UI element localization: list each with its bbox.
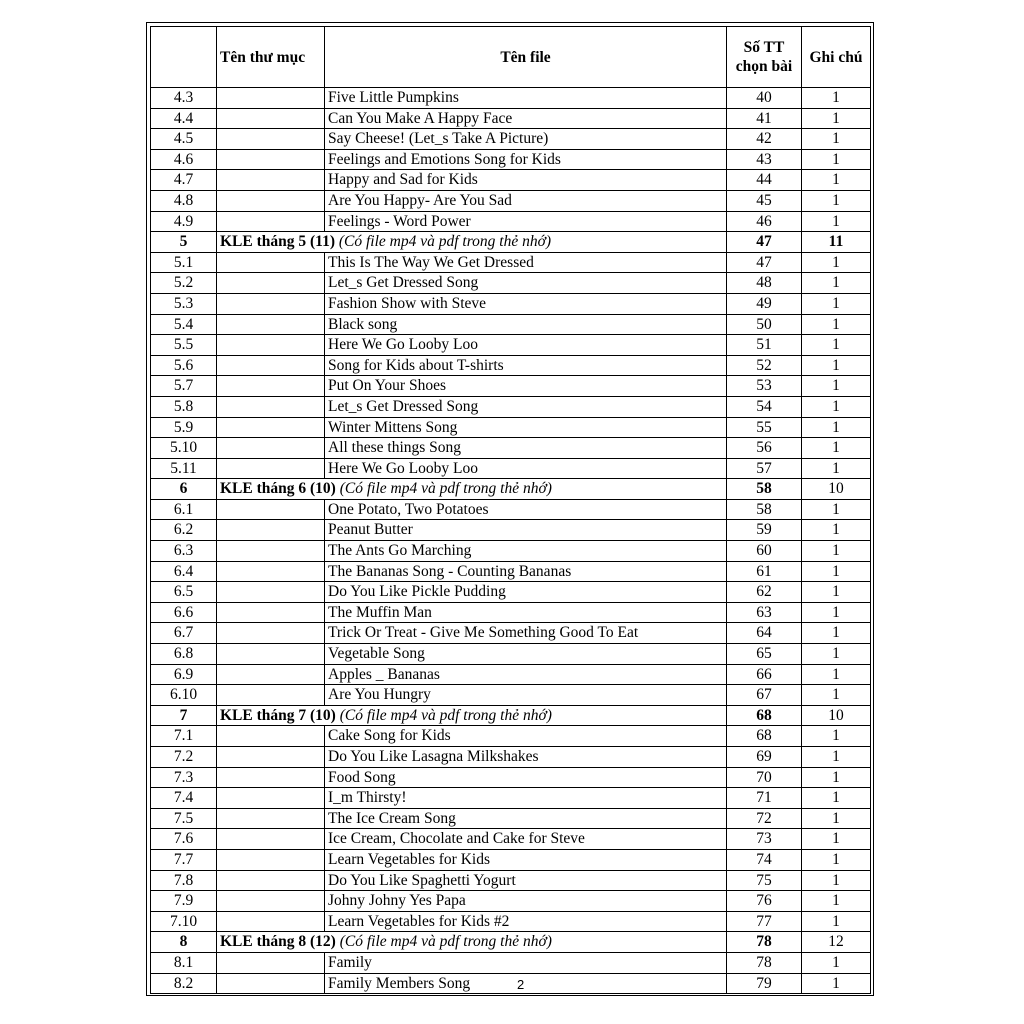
note-value: 1 bbox=[802, 273, 871, 294]
note-value: 1 bbox=[802, 396, 871, 417]
table-row bbox=[151, 273, 871, 294]
table-row bbox=[151, 952, 871, 973]
group-row bbox=[151, 479, 871, 500]
note-value: 1 bbox=[802, 767, 871, 788]
file-name: The Muffin Man bbox=[325, 602, 727, 623]
note-value: 1 bbox=[802, 911, 871, 932]
note-value: 1 bbox=[802, 623, 871, 644]
group-title-text: KLE tháng 5 (11) bbox=[220, 233, 335, 251]
header-file-name: Tên file bbox=[325, 27, 727, 88]
row-number: 6.7 bbox=[151, 623, 217, 644]
group-title bbox=[217, 479, 727, 500]
note-value: 1 bbox=[802, 561, 871, 582]
folder-cell bbox=[217, 129, 325, 150]
header-order-line1: Số TT bbox=[743, 39, 785, 56]
file-name: Trick Or Treat - Give Me Something Good To Eat bbox=[325, 623, 727, 644]
row-number: 4.5 bbox=[151, 129, 217, 150]
folder-cell bbox=[217, 726, 325, 747]
file-name: Are You Happy- Are You Sad bbox=[325, 190, 727, 211]
table-row bbox=[151, 108, 871, 129]
folder-cell bbox=[217, 499, 325, 520]
file-name: Feelings - Word Power bbox=[325, 211, 727, 232]
note-value: 1 bbox=[802, 849, 871, 870]
group-description: (Có file mp4 và pdf trong thẻ nhớ) bbox=[338, 233, 552, 251]
table-row bbox=[151, 211, 871, 232]
row-number: 5.5 bbox=[151, 335, 217, 356]
group-order: 68 bbox=[727, 705, 802, 726]
order-number: 54 bbox=[727, 396, 802, 417]
file-name: I_m Thirsty! bbox=[325, 788, 727, 809]
note-value: 1 bbox=[802, 170, 871, 191]
row-number: 7.5 bbox=[151, 808, 217, 829]
group-count: 10 bbox=[802, 479, 871, 500]
file-name: Apples _ Bananas bbox=[325, 664, 727, 685]
folder-cell bbox=[217, 849, 325, 870]
group-count: 11 bbox=[802, 232, 871, 253]
order-number: 45 bbox=[727, 190, 802, 211]
row-number: 6.4 bbox=[151, 561, 217, 582]
note-value: 1 bbox=[802, 149, 871, 170]
order-number: 78 bbox=[727, 952, 802, 973]
note-value: 1 bbox=[802, 808, 871, 829]
row-number: 5.6 bbox=[151, 355, 217, 376]
folder-cell bbox=[217, 396, 325, 417]
table-header bbox=[151, 27, 871, 88]
header-note: Ghi chú bbox=[802, 27, 871, 88]
folder-cell bbox=[217, 190, 325, 211]
row-number: 8.2 bbox=[151, 973, 217, 994]
folder-cell bbox=[217, 252, 325, 273]
row-number: 7.4 bbox=[151, 788, 217, 809]
order-number: 42 bbox=[727, 129, 802, 150]
folder-cell bbox=[217, 88, 325, 109]
folder-cell bbox=[217, 541, 325, 562]
folder-cell bbox=[217, 973, 325, 994]
table-row bbox=[151, 293, 871, 314]
file-name: Johny Johny Yes Papa bbox=[325, 891, 727, 912]
order-number: 58 bbox=[727, 499, 802, 520]
table-row bbox=[151, 726, 871, 747]
table-body bbox=[151, 88, 871, 994]
folder-cell bbox=[217, 829, 325, 850]
table-row bbox=[151, 314, 871, 335]
group-order: 58 bbox=[727, 479, 802, 500]
group-title-text: KLE tháng 8 (12) bbox=[220, 933, 336, 951]
file-name: This Is The Way We Get Dressed bbox=[325, 252, 727, 273]
table-row bbox=[151, 891, 871, 912]
order-number: 50 bbox=[727, 314, 802, 335]
table-row bbox=[151, 808, 871, 829]
file-name: Family Members Song bbox=[325, 973, 727, 994]
file-name: All these things Song bbox=[325, 438, 727, 459]
order-number: 68 bbox=[727, 726, 802, 747]
file-name: Here We Go Looby Loo bbox=[325, 458, 727, 479]
table-row bbox=[151, 129, 871, 150]
file-name: Are You Hungry bbox=[325, 685, 727, 706]
table-row bbox=[151, 190, 871, 211]
group-description: (Có file mp4 và pdf trong thẻ nhớ) bbox=[339, 933, 552, 951]
row-number: 7.10 bbox=[151, 911, 217, 932]
order-number: 60 bbox=[727, 541, 802, 562]
row-number: 4.9 bbox=[151, 211, 217, 232]
table-row bbox=[151, 664, 871, 685]
order-number: 59 bbox=[727, 520, 802, 541]
order-number: 65 bbox=[727, 644, 802, 665]
file-name: Do You Like Pickle Pudding bbox=[325, 582, 727, 603]
table-row bbox=[151, 767, 871, 788]
group-title-text: KLE tháng 6 (10) bbox=[220, 480, 336, 498]
folder-cell bbox=[217, 273, 325, 294]
file-name: Fashion Show with Steve bbox=[325, 293, 727, 314]
order-number: 46 bbox=[727, 211, 802, 232]
note-value: 1 bbox=[802, 870, 871, 891]
order-number: 40 bbox=[727, 88, 802, 109]
order-number: 64 bbox=[727, 623, 802, 644]
note-value: 1 bbox=[802, 190, 871, 211]
note-value: 1 bbox=[802, 458, 871, 479]
file-name: Here We Go Looby Loo bbox=[325, 335, 727, 356]
note-value: 1 bbox=[802, 582, 871, 603]
file-name: Cake Song for Kids bbox=[325, 726, 727, 747]
table-row bbox=[151, 870, 871, 891]
file-name: Winter Mittens Song bbox=[325, 417, 727, 438]
group-title-text: KLE tháng 7 (10) bbox=[220, 706, 336, 724]
order-number: 66 bbox=[727, 664, 802, 685]
row-number: 4.4 bbox=[151, 108, 217, 129]
folder-cell bbox=[217, 767, 325, 788]
file-name: Black song bbox=[325, 314, 727, 335]
note-value: 1 bbox=[802, 747, 871, 768]
row-number: 5.4 bbox=[151, 314, 217, 335]
row-number: 6.8 bbox=[151, 644, 217, 665]
row-number: 6.10 bbox=[151, 685, 217, 706]
note-value: 1 bbox=[802, 335, 871, 356]
row-number: 5.2 bbox=[151, 273, 217, 294]
song-list-table bbox=[150, 26, 871, 994]
row-number: 6.2 bbox=[151, 520, 217, 541]
note-value: 1 bbox=[802, 499, 871, 520]
folder-cell bbox=[217, 108, 325, 129]
order-number: 75 bbox=[727, 870, 802, 891]
header-index bbox=[151, 27, 217, 88]
row-number: 4.3 bbox=[151, 88, 217, 109]
note-value: 1 bbox=[802, 211, 871, 232]
folder-cell bbox=[217, 788, 325, 809]
note-value: 1 bbox=[802, 726, 871, 747]
file-name: Can You Make A Happy Face bbox=[325, 108, 727, 129]
order-number: 52 bbox=[727, 355, 802, 376]
row-number: 4.8 bbox=[151, 190, 217, 211]
note-value: 1 bbox=[802, 355, 871, 376]
order-number: 72 bbox=[727, 808, 802, 829]
file-name: Song for Kids about T-shirts bbox=[325, 355, 727, 376]
file-name: Five Little Pumpkins bbox=[325, 88, 727, 109]
file-name: Happy and Sad for Kids bbox=[325, 170, 727, 191]
file-name: Ice Cream, Chocolate and Cake for Steve bbox=[325, 829, 727, 850]
note-value: 1 bbox=[802, 520, 871, 541]
group-description: (Có file mp4 và pdf trong thẻ nhớ) bbox=[339, 480, 552, 498]
row-number: 5.9 bbox=[151, 417, 217, 438]
order-number: 70 bbox=[727, 767, 802, 788]
row-number: 5.8 bbox=[151, 396, 217, 417]
folder-cell bbox=[217, 458, 325, 479]
order-number: 67 bbox=[727, 685, 802, 706]
folder-cell bbox=[217, 685, 325, 706]
table-row bbox=[151, 582, 871, 603]
order-number: 48 bbox=[727, 273, 802, 294]
group-count: 10 bbox=[802, 705, 871, 726]
note-value: 1 bbox=[802, 644, 871, 665]
table-row bbox=[151, 396, 871, 417]
table-row bbox=[151, 602, 871, 623]
file-name: The Ice Cream Song bbox=[325, 808, 727, 829]
folder-cell bbox=[217, 664, 325, 685]
file-name: Peanut Butter bbox=[325, 520, 727, 541]
file-name: Put On Your Shoes bbox=[325, 376, 727, 397]
header-order-number bbox=[727, 27, 802, 88]
table-row bbox=[151, 623, 871, 644]
header-folder-name: Tên thư mục bbox=[217, 27, 325, 88]
row-number: 6.9 bbox=[151, 664, 217, 685]
note-value: 1 bbox=[802, 417, 871, 438]
group-number: 6 bbox=[151, 479, 217, 500]
folder-cell bbox=[217, 293, 325, 314]
note-value: 1 bbox=[802, 438, 871, 459]
file-name: Feelings and Emotions Song for Kids bbox=[325, 149, 727, 170]
folder-cell bbox=[217, 314, 325, 335]
row-number: 6.5 bbox=[151, 582, 217, 603]
folder-cell bbox=[217, 520, 325, 541]
group-row bbox=[151, 705, 871, 726]
group-number: 8 bbox=[151, 932, 217, 953]
table-row bbox=[151, 973, 871, 994]
row-number: 7.8 bbox=[151, 870, 217, 891]
file-name: Family bbox=[325, 952, 727, 973]
table-row bbox=[151, 561, 871, 582]
group-row bbox=[151, 232, 871, 253]
table-row bbox=[151, 829, 871, 850]
folder-cell bbox=[217, 808, 325, 829]
note-value: 1 bbox=[802, 108, 871, 129]
note-value: 1 bbox=[802, 685, 871, 706]
order-number: 63 bbox=[727, 602, 802, 623]
row-number: 8.1 bbox=[151, 952, 217, 973]
table-row bbox=[151, 376, 871, 397]
group-count: 12 bbox=[802, 932, 871, 953]
header-order-line2: chọn bài bbox=[735, 58, 793, 75]
row-number: 6.6 bbox=[151, 602, 217, 623]
file-name: Let_s Get Dressed Song bbox=[325, 396, 727, 417]
page-number: 2 bbox=[517, 977, 525, 992]
group-row bbox=[151, 932, 871, 953]
table-row bbox=[151, 335, 871, 356]
table-row bbox=[151, 355, 871, 376]
group-order: 47 bbox=[727, 232, 802, 253]
note-value: 1 bbox=[802, 541, 871, 562]
order-number: 73 bbox=[727, 829, 802, 850]
table-row bbox=[151, 149, 871, 170]
order-number: 47 bbox=[727, 252, 802, 273]
folder-cell bbox=[217, 952, 325, 973]
row-number: 5.1 bbox=[151, 252, 217, 273]
note-value: 1 bbox=[802, 314, 871, 335]
group-order: 78 bbox=[727, 932, 802, 953]
row-number: 7.1 bbox=[151, 726, 217, 747]
table-row bbox=[151, 911, 871, 932]
file-name: The Ants Go Marching bbox=[325, 541, 727, 562]
group-title bbox=[217, 932, 727, 953]
file-name: One Potato, Two Potatoes bbox=[325, 499, 727, 520]
note-value: 1 bbox=[802, 129, 871, 150]
order-number: 69 bbox=[727, 747, 802, 768]
group-title bbox=[217, 232, 727, 253]
folder-cell bbox=[217, 211, 325, 232]
group-title bbox=[217, 705, 727, 726]
file-name: Learn Vegetables for Kids bbox=[325, 849, 727, 870]
order-number: 57 bbox=[727, 458, 802, 479]
order-number: 76 bbox=[727, 891, 802, 912]
order-number: 74 bbox=[727, 849, 802, 870]
file-name: Vegetable Song bbox=[325, 644, 727, 665]
folder-cell bbox=[217, 335, 325, 356]
file-name: Learn Vegetables for Kids #2 bbox=[325, 911, 727, 932]
table-row bbox=[151, 88, 871, 109]
note-value: 1 bbox=[802, 788, 871, 809]
row-number: 7.9 bbox=[151, 891, 217, 912]
table-row bbox=[151, 417, 871, 438]
folder-cell bbox=[217, 582, 325, 603]
note-value: 1 bbox=[802, 376, 871, 397]
table-row bbox=[151, 458, 871, 479]
order-number: 56 bbox=[727, 438, 802, 459]
row-number: 5.10 bbox=[151, 438, 217, 459]
order-number: 51 bbox=[727, 335, 802, 356]
table-row bbox=[151, 685, 871, 706]
table-row bbox=[151, 499, 871, 520]
row-number: 5.7 bbox=[151, 376, 217, 397]
file-name: Say Cheese! (Let_s Take A Picture) bbox=[325, 129, 727, 150]
folder-cell bbox=[217, 417, 325, 438]
folder-cell bbox=[217, 561, 325, 582]
order-number: 55 bbox=[727, 417, 802, 438]
order-number: 62 bbox=[727, 582, 802, 603]
group-number: 5 bbox=[151, 232, 217, 253]
folder-cell bbox=[217, 891, 325, 912]
table-row bbox=[151, 788, 871, 809]
row-number: 7.3 bbox=[151, 767, 217, 788]
table-row bbox=[151, 747, 871, 768]
row-number: 4.7 bbox=[151, 170, 217, 191]
note-value: 1 bbox=[802, 829, 871, 850]
table-row bbox=[151, 252, 871, 273]
folder-cell bbox=[217, 355, 325, 376]
order-number: 61 bbox=[727, 561, 802, 582]
row-number: 5.3 bbox=[151, 293, 217, 314]
table-row bbox=[151, 170, 871, 191]
note-value: 1 bbox=[802, 973, 871, 994]
order-number: 79 bbox=[727, 973, 802, 994]
row-number: 7.6 bbox=[151, 829, 217, 850]
order-number: 43 bbox=[727, 149, 802, 170]
file-name: Do You Like Lasagna Milkshakes bbox=[325, 747, 727, 768]
order-number: 49 bbox=[727, 293, 802, 314]
folder-cell bbox=[217, 623, 325, 644]
row-number: 4.6 bbox=[151, 149, 217, 170]
note-value: 1 bbox=[802, 252, 871, 273]
folder-cell bbox=[217, 911, 325, 932]
folder-cell bbox=[217, 747, 325, 768]
table-row bbox=[151, 520, 871, 541]
file-name: Do You Like Spaghetti Yogurt bbox=[325, 870, 727, 891]
file-name: The Bananas Song - Counting Bananas bbox=[325, 561, 727, 582]
note-value: 1 bbox=[802, 891, 871, 912]
folder-cell bbox=[217, 870, 325, 891]
file-name: Food Song bbox=[325, 767, 727, 788]
group-description: (Có file mp4 và pdf trong thẻ nhớ) bbox=[339, 706, 552, 724]
folder-cell bbox=[217, 149, 325, 170]
row-number: 7.2 bbox=[151, 747, 217, 768]
row-number: 5.11 bbox=[151, 458, 217, 479]
folder-cell bbox=[217, 170, 325, 191]
table-row bbox=[151, 849, 871, 870]
row-number: 6.1 bbox=[151, 499, 217, 520]
table-row bbox=[151, 438, 871, 459]
folder-cell bbox=[217, 602, 325, 623]
order-number: 53 bbox=[727, 376, 802, 397]
note-value: 1 bbox=[802, 602, 871, 623]
order-number: 41 bbox=[727, 108, 802, 129]
table-row bbox=[151, 541, 871, 562]
note-value: 1 bbox=[802, 88, 871, 109]
table-row bbox=[151, 644, 871, 665]
group-number: 7 bbox=[151, 705, 217, 726]
order-number: 44 bbox=[727, 170, 802, 191]
order-number: 71 bbox=[727, 788, 802, 809]
row-number: 6.3 bbox=[151, 541, 217, 562]
folder-cell bbox=[217, 644, 325, 665]
file-name: Let_s Get Dressed Song bbox=[325, 273, 727, 294]
note-value: 1 bbox=[802, 664, 871, 685]
row-number: 7.7 bbox=[151, 849, 217, 870]
folder-cell bbox=[217, 376, 325, 397]
note-value: 1 bbox=[802, 952, 871, 973]
folder-cell bbox=[217, 438, 325, 459]
note-value: 1 bbox=[802, 293, 871, 314]
order-number: 77 bbox=[727, 911, 802, 932]
